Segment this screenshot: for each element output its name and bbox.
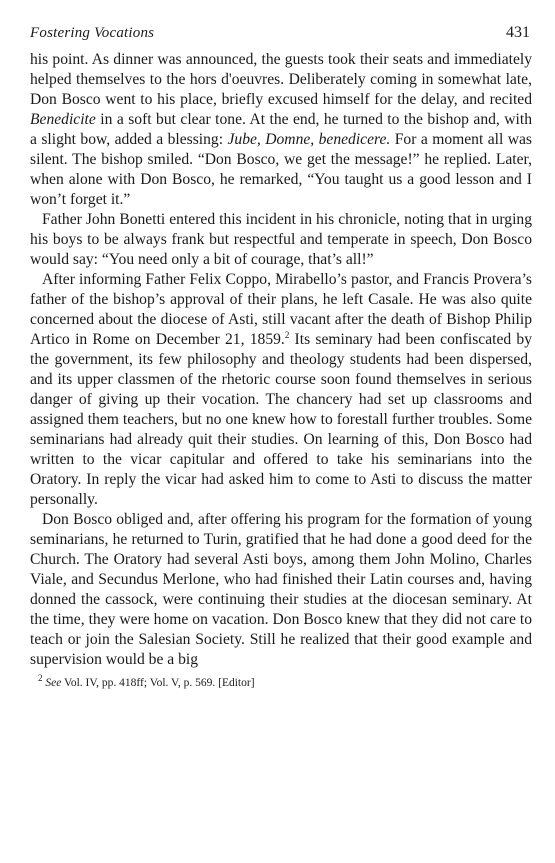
footnote-marker: 2: [38, 673, 43, 684]
page-number: 431: [506, 24, 530, 41]
paragraph: [30, 270, 532, 510]
footnote: [30, 673, 532, 690]
paragraph: [30, 510, 532, 670]
text-run: Its seminary had been confiscated by the government, its few philosophy and theology students had been dispersed, and its upper classmen of the rhetoric course soon found themselves in serious danger of giving up their vocation. The chancery had set up classrooms and assigned them teachers, but no one knew how to forestall further troubles. Some seminarians had already quit their studies. On learning of this, Don Bosco had written to the vicar capitular and offered to take his seminarians into the Oratory. In reply the vicar had asked him to come to Asti to discuss the matter personally.: [30, 331, 532, 508]
text-run: in a soft but clear tone. At the end, he turned to the bishop and, with a slight bow, added a blessing:: [30, 111, 532, 148]
text-run: Don Bosco obliged and, after offering his program for the formation of young seminarians, he returned to Turin, gratified that he had done a good deed for the Church. The Oratory had several Asti boys, among them John Molino, Charles Viale, and Secundus Merlone, who had finished their Latin courses and, having donned the cassock, were continuing their studies at the diocesan seminary. At the time, they were home on vacation. Don Bosco knew that they did not care to teach or join the Salesian Society. Still he realized that their good example and supervision would be a big: [30, 511, 532, 668]
footnote-see: See: [45, 677, 62, 689]
running-head: [30, 24, 532, 46]
text-run: Father John Bonetti entered this incident in his chronicle, noting that in urging his boys to be always frank but respectful and temperate in speech, Don Bosco would say: “You need only a bit of courage, that’s all!”: [30, 211, 532, 268]
footnote-ref: 2: [284, 329, 290, 340]
italic-run: Benedicite: [30, 111, 96, 128]
book-page: [30, 24, 532, 690]
paragraph: [30, 50, 532, 210]
italic-run: Jube, Domne, benedicere.: [227, 131, 391, 148]
text-run: his point. As dinner was announced, the guests took their seats and immediately helped themselves to the hors d'oeuvres. Deliberately coming in somewhat late, Don Bosco went to his place, briefly excused himself for the delay, and recited: [30, 51, 532, 108]
body-text: [30, 50, 532, 670]
chapter-title: Fostering Vocations: [30, 25, 155, 41]
footnote-text: Vol. IV, pp. 418ff; Vol. V, p. 569. [Editor]: [61, 677, 255, 689]
text-run: For a moment all was silent. The bishop smiled. “Don Bosco, we get the message!” he replied. Later, when alone with Don Bosco, he remarked, “You taught us a good lesson and I won’t forget it.”: [30, 131, 532, 208]
text-run: After informing Father Felix Coppo, Mirabello’s pastor, and Francis Provera’s father of the bishop’s approval of their plans, he left Casale. He was also quite concerned about the diocese of Asti, still vacant after the death of Bishop Philip Artico in Rome on December 21, 1859.: [30, 271, 532, 348]
paragraph: [30, 210, 532, 270]
